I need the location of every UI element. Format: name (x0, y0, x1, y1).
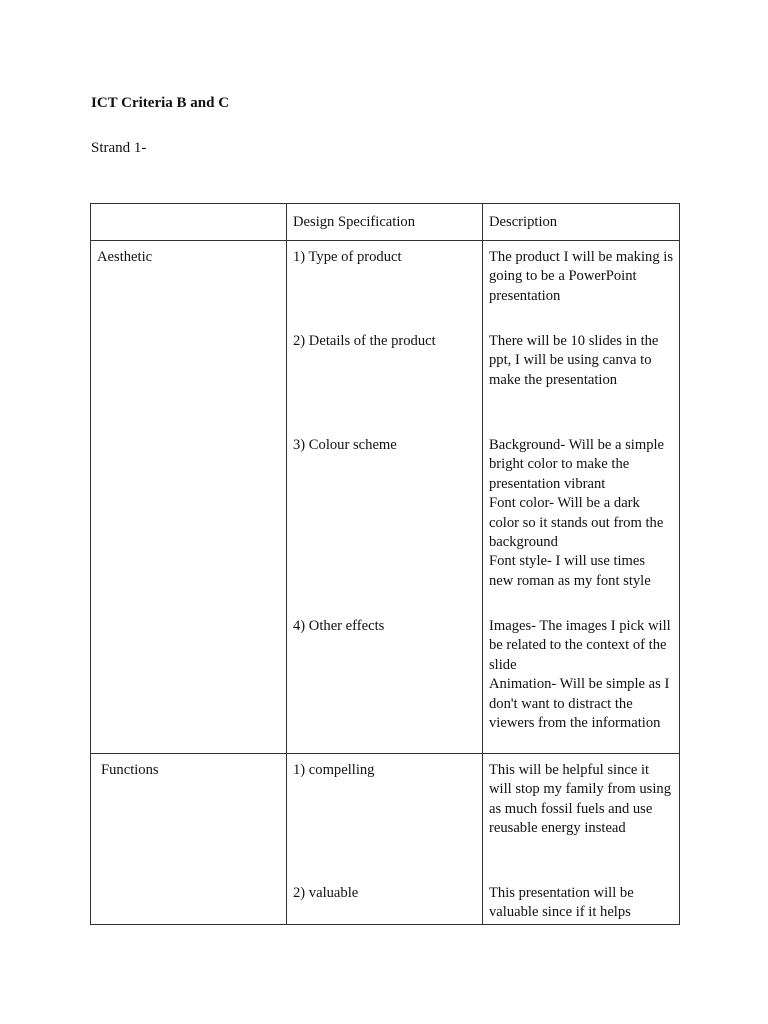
spec-cell-functions (287, 754, 483, 925)
spec-cell-aesthetic (287, 241, 483, 754)
description-line-background: Background- Will be a simple bright color to make the presentation vibrant (489, 437, 665, 492)
description-line-font-color: Font color- Will be a dark color so it stands out from the background (489, 495, 664, 551)
description-cell-aesthetic (483, 241, 680, 754)
description-line-font-style: Font style- I will use times new roman as my font style (489, 553, 651, 589)
document-subtitle: Strand 1- (91, 140, 147, 156)
table-row-functions (91, 754, 680, 925)
spec-item-details-of-product: 2) Details of the product (293, 333, 436, 349)
spec-item-valuable: 2) valuable (293, 885, 359, 901)
header-cell-design-specification: Design Specification (287, 204, 483, 241)
description-type-of-product (489, 241, 673, 306)
spec-item-colour-scheme: 3) Colour scheme (293, 437, 397, 453)
header-cell-blank (91, 204, 287, 241)
header-cell-description: Description (483, 204, 680, 241)
description-line: The product I will be making is going to be a PowerPoint presentation (489, 249, 674, 304)
spec-item-other-effects: 4) Other effects (293, 618, 385, 634)
description-line: This will be helpful since it will stop my family from using as much fossil fuels and use reusable energy instead (489, 762, 672, 837)
section-cell-aesthetic (91, 241, 287, 754)
section-cell-functions (91, 754, 287, 925)
table-header-row (91, 204, 680, 241)
document-title: ICT Criteria B and C (91, 95, 230, 111)
description-other-effects (489, 610, 673, 753)
description-line: This presentation will be valuable since if it helps (489, 885, 634, 921)
description-line: There will be 10 slides in the ppt, I will be using canva to make the presentation (489, 333, 659, 388)
table-row-aesthetic (91, 241, 680, 754)
description-details-of-product (489, 325, 673, 410)
description-colour-scheme (489, 429, 673, 591)
description-valuable (489, 877, 673, 924)
description-cell-functions (483, 754, 680, 925)
spec-item-type-of-product: 1) Type of product (293, 249, 402, 265)
description-line-animation: Animation- Will be simple as I don't want to distract the viewers from the information (489, 676, 670, 732)
spec-item-compelling: 1) compelling (293, 762, 375, 778)
section-label-aesthetic: Aesthetic (97, 249, 153, 265)
section-label-functions: Functions (101, 762, 159, 778)
design-specification-table (90, 203, 680, 925)
description-compelling (489, 754, 673, 858)
description-line-images: Images- The images I pick will be related to the context of the slide (489, 618, 671, 673)
